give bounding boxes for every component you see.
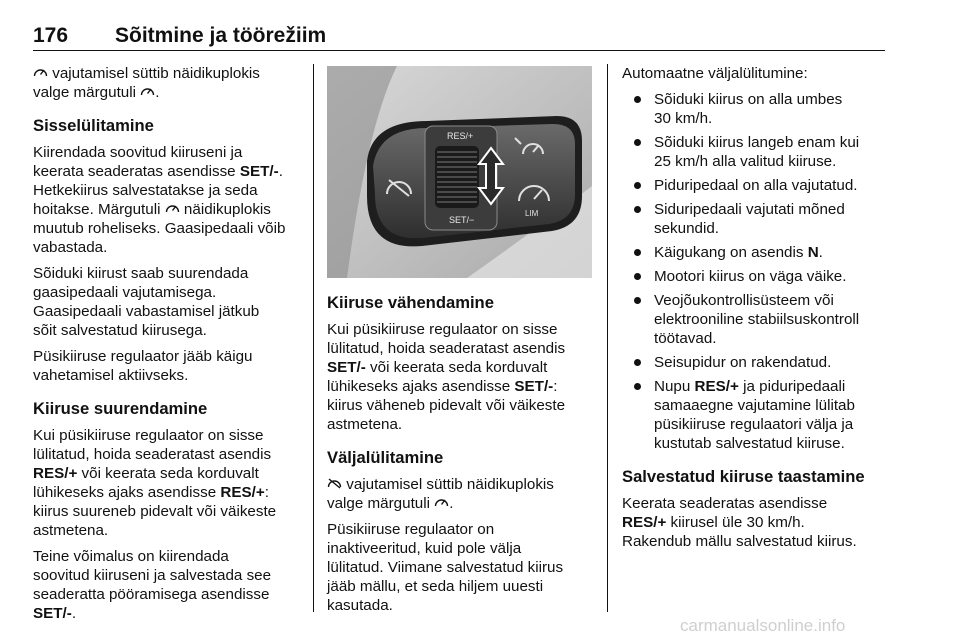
set-minus-label: SET/− bbox=[449, 215, 475, 225]
activate-paragraph-2: Sõiduki kiirust saab suurendada gaasipedaali vajutamisega. Gaasipedaali vabastamisel jätkub sõit salvestatud kiirusega. bbox=[33, 265, 260, 339]
cruise-control-indicator-icon bbox=[434, 496, 449, 508]
column-divider-1 bbox=[313, 64, 314, 612]
list-item: Siduripedaali vajutati mõned sekundid. bbox=[622, 200, 884, 238]
cruise-control-indicator-icon bbox=[165, 202, 180, 214]
intro-line-1: vajutamisel süttib näidikuplokis bbox=[48, 65, 260, 82]
steering-wheel-controls-drawing bbox=[327, 66, 592, 278]
list-item: Sõiduki kiirus langeb enam kui 25 km/h alla valitud kiiruse. bbox=[622, 133, 884, 171]
list-item: Käigukang on asendis N. bbox=[622, 243, 884, 262]
deactivate-paragraph-1: vajutamisel süttib näidikuplokis valge märgutuli . bbox=[327, 476, 554, 512]
lim-label: LIM bbox=[525, 209, 539, 218]
list-item: Piduripedaal on alla vajutatud. bbox=[622, 176, 884, 195]
auto-off-list bbox=[622, 90, 884, 453]
cruise-control-indicator-icon bbox=[140, 85, 155, 97]
cruise-control-indicator-icon bbox=[33, 66, 48, 78]
heading-restore: Salvestatud kiiruse taastamine bbox=[622, 467, 865, 486]
watermark: carmanualsonline.info bbox=[680, 616, 846, 635]
heading-increase: Kiiruse suurendamine bbox=[33, 399, 208, 418]
list-item: Veojõukontrollisüsteem või elektrooniline stabiilsuskontroll töötavad. bbox=[622, 291, 884, 348]
decrease-paragraph: Kui püsikiiruse regulaator on sisse lülitatud, hoida seaderatast asendis SET/- või keerata seda korduvalt lühikeseks ajaks asendisse SET/-: kiirus väheneb pidevalt või väikeste astmetena. bbox=[327, 321, 566, 433]
page-number: 176 bbox=[33, 24, 69, 47]
intro-paragraph: vajutamisel süttib näidikuplokis valge märgutuli . bbox=[33, 65, 260, 101]
increase-paragraph-1: Kui püsikiiruse regulaator on sisse lülitatud, hoida seaderatast asendis RES/+ või keerata seda korduvalt lühikeseks ajaks asendisse RES/+: kiirus suureneb pidevalt või väikeste astmetena. bbox=[33, 427, 277, 539]
column-divider-2 bbox=[607, 64, 608, 612]
list-item: Sõiduki kiirus on alla umbes 30 km/h. bbox=[622, 90, 884, 128]
list-item: Mootori kiirus on väga väike. bbox=[622, 267, 884, 286]
list-item: Nupu RES/+ ja piduripedaali samaaegne vajutamine lülitab püsikiiruse regulaatori välja ja kustutab salvestatud kiiruse. bbox=[622, 377, 884, 453]
column-1 bbox=[33, 64, 305, 630]
res-plus-label: RES/+ bbox=[447, 131, 474, 141]
heading-activate: Sisselülitamine bbox=[33, 116, 154, 135]
cruise-control-off-icon bbox=[327, 477, 342, 489]
running-title: Sõitmine ja töörežiim bbox=[115, 24, 327, 47]
steering-wheel-controls-illustration bbox=[327, 66, 592, 278]
increase-paragraph-2: Teine võimalus on kiirendada soovitud kiiruseni ja salvestada see seaderatta pööramisega asendisse SET/-. bbox=[33, 548, 272, 622]
restore-paragraph: Keerata seaderatas asendisse RES/+ kiirusel üle 30 km/h. Rakendub mällu salvestatud kiirus. bbox=[622, 495, 857, 550]
column-3 bbox=[622, 64, 884, 558]
auto-off-intro: Automaatne väljalülitumine: bbox=[622, 65, 808, 82]
column-2 bbox=[327, 293, 599, 622]
activate-paragraph-1: Kiirendada soovitud kiiruseni ja keerata seaderatas asendisse SET/-. Hetkekiirus salvestatakse ja seda hoitakse. Märgutuli näidikuplokis muutub roheliseks. Gaasipedaali võib vabastada. bbox=[33, 144, 286, 256]
heading-decrease: Kiiruse vähendamine bbox=[327, 293, 494, 312]
deactivate-paragraph-2: Püsikiiruse regulaator on inaktiveeritud, kuid pole välja lülitatud. Viimane salvestatud kiirus jääb mällu, et seda hiljem uuesti kasutada. bbox=[327, 521, 564, 614]
header-rule bbox=[33, 50, 885, 51]
activate-paragraph-3: Püsikiiruse regulaator jääb käigu vahetamisel aktiivseks. bbox=[33, 348, 253, 384]
heading-deactivate: Väljalülitamine bbox=[327, 448, 444, 467]
list-item: Seisupidur on rakendatud. bbox=[622, 353, 884, 372]
page-header bbox=[33, 24, 885, 48]
